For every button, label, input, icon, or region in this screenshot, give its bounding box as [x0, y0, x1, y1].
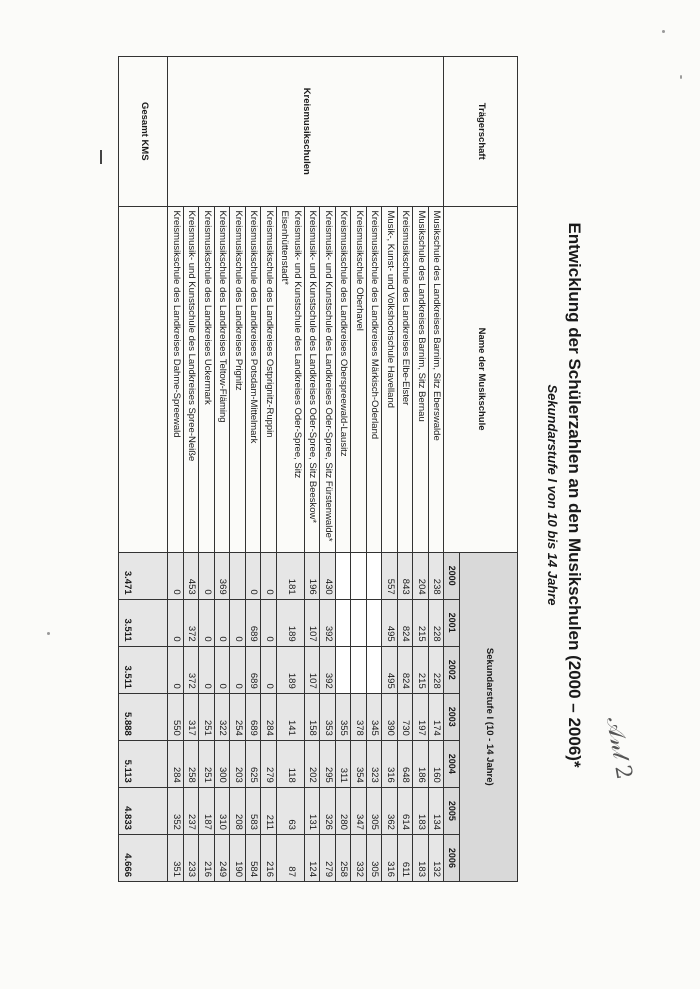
value-cell: 351 [168, 834, 184, 881]
value-cell [351, 646, 367, 693]
value-cell [336, 646, 352, 693]
value-cell: 0 [215, 599, 231, 646]
value-cell: 189 [277, 599, 305, 646]
traeger-group-label: Kreismusikschulen [168, 56, 444, 206]
total-value-cell: 3.471 [119, 552, 168, 599]
school-name: Kreismusikschule des Landkreises Ostprignitz-Ruppin [261, 206, 277, 552]
value-cell: 174 [429, 693, 445, 740]
year-header-2003: 2003 [444, 693, 460, 740]
value-cell: 251 [199, 693, 215, 740]
value-cell: 689 [246, 693, 262, 740]
total-empty-cell [119, 206, 168, 552]
value-cell [336, 552, 352, 599]
value-cell: 648 [398, 740, 414, 787]
value-cell: 347 [351, 787, 367, 834]
value-cell: 611 [398, 834, 414, 881]
value-cell: 107 [305, 646, 321, 693]
school-name: Kreismusikschule Oberhavel [351, 206, 367, 552]
value-cell: 369 [215, 552, 231, 599]
value-cell: 279 [320, 834, 336, 881]
scan-speck [47, 632, 50, 635]
value-cell: 326 [320, 787, 336, 834]
value-cell: 495 [382, 646, 398, 693]
value-cell: 208 [230, 787, 246, 834]
value-cell: 228 [429, 646, 445, 693]
value-cell: 183 [413, 834, 429, 881]
school-name: Kreismusikschule des Landkreises Potsdam-Mittelmark [246, 206, 262, 552]
table-row [429, 56, 445, 881]
value-cell: 453 [184, 552, 200, 599]
school-name: Kreismusikschule des Landkreises Märkisch-Oderland [367, 206, 383, 552]
value-cell: 310 [215, 787, 231, 834]
value-cell: 187 [199, 787, 215, 834]
value-cell: 228 [429, 599, 445, 646]
value-cell: 0 [261, 646, 277, 693]
value-cell: 0 [199, 599, 215, 646]
value-cell: 204 [413, 552, 429, 599]
value-cell: 216 [261, 834, 277, 881]
document-title: Entwicklung der Schülerzahlen an den Musikschulen (2000 – 2006)* [565, 221, 584, 768]
year-header-2002: 2002 [444, 646, 460, 693]
value-cell: 392 [320, 646, 336, 693]
value-cell: 280 [336, 787, 352, 834]
scan-speck [680, 75, 682, 79]
value-cell: 189 [277, 646, 305, 693]
value-cell: 258 [336, 834, 352, 881]
value-cell: 0 [230, 599, 246, 646]
header-traegerschaft: Trägerschaft [444, 56, 518, 206]
value-cell [230, 552, 246, 599]
school-name: Kreismusik- und Kunstschule des Landkreises Oder-Spree, Sitz Beeskow* [305, 206, 321, 552]
value-cell: 689 [246, 646, 262, 693]
total-label: Gesamt KMS [119, 56, 168, 206]
document-subtitle: Sekundarstufe I von 10 bis 14 Jahre [545, 383, 560, 606]
value-cell: 300 [215, 740, 231, 787]
year-header-2004: 2004 [444, 740, 460, 787]
school-name: Kreismusikschule des Landkreises Oberspreewald-Lausitz [336, 206, 352, 552]
value-cell: 322 [215, 693, 231, 740]
value-cell: 311 [336, 740, 352, 787]
school-name: Kreismusik- und Kunstschule des Landkreises Oder-Spree, Sitz Fürstenwalde* [320, 206, 336, 552]
value-cell: 317 [184, 693, 200, 740]
school-name: Kreismusikschule des Landkreises Elbe-Elster [398, 206, 414, 552]
value-cell: 237 [184, 787, 200, 834]
value-cell: 824 [398, 599, 414, 646]
table-body [119, 56, 444, 881]
value-cell: 0 [199, 552, 215, 599]
value-cell: 87 [277, 834, 305, 881]
school-enrollment-table [119, 56, 519, 882]
value-cell: 0 [199, 646, 215, 693]
value-cell: 372 [184, 599, 200, 646]
value-cell [367, 646, 383, 693]
value-cell: 211 [261, 787, 277, 834]
value-cell: 190 [230, 834, 246, 881]
value-cell: 730 [398, 693, 414, 740]
scan-speck [662, 30, 665, 33]
value-cell: 495 [382, 599, 398, 646]
school-name: Musikschule des Landkreises Barnim, Sitz Bernau [413, 206, 429, 552]
value-cell: 238 [429, 552, 445, 599]
value-cell: 430 [320, 552, 336, 599]
value-cell: 557 [382, 552, 398, 599]
rotated-content [90, 30, 637, 960]
value-cell: 305 [367, 834, 383, 881]
total-value-cell: 4.833 [119, 787, 168, 834]
value-cell: 352 [168, 787, 184, 834]
school-name: Musik-, Kunst- und Volkshochschule Havelland [382, 206, 398, 552]
value-cell: 323 [367, 740, 383, 787]
total-value-cell: 5.113 [119, 740, 168, 787]
handwritten-annotation: 𝒜𝓃𝓁 2 [600, 714, 637, 781]
header-sekundarstufe: Sekundarstufe I (10 - 14 Jahre) [460, 552, 518, 881]
value-cell [351, 599, 367, 646]
value-cell: 279 [261, 740, 277, 787]
value-cell: 824 [398, 646, 414, 693]
value-cell: 160 [429, 740, 445, 787]
value-cell: 0 [261, 599, 277, 646]
value-cell: 0 [246, 552, 262, 599]
year-header-2000: 2000 [444, 552, 460, 599]
value-cell [351, 552, 367, 599]
value-cell: 249 [215, 834, 231, 881]
school-name: Kreismusikschule des Landkreises Dahme-Spreewald [168, 206, 184, 552]
school-name: Musikschule des Landkreises Barnim, Sitz Eberswalde [429, 206, 445, 552]
value-cell: 316 [382, 834, 398, 881]
value-cell: 186 [413, 740, 429, 787]
year-header-2005: 2005 [444, 787, 460, 834]
value-cell: 550 [168, 693, 184, 740]
value-cell: 215 [413, 599, 429, 646]
total-value-cell: 3.511 [119, 646, 168, 693]
value-cell: 584 [246, 834, 262, 881]
value-cell: 355 [336, 693, 352, 740]
value-cell: 353 [320, 693, 336, 740]
value-cell: 158 [305, 693, 321, 740]
value-cell: 0 [168, 646, 184, 693]
value-cell: 362 [382, 787, 398, 834]
school-name: Kreismusik- und Kunstschule des Landkreises Spree-Neiße [184, 206, 200, 552]
value-cell: 196 [305, 552, 321, 599]
value-cell: 392 [320, 599, 336, 646]
value-cell: 284 [168, 740, 184, 787]
school-name: Kreismusikschule des Landkreises Prignitz [230, 206, 246, 552]
year-header-2001: 2001 [444, 599, 460, 646]
year-header-2006: 2006 [444, 834, 460, 881]
value-cell: 134 [429, 787, 445, 834]
value-cell: 354 [351, 740, 367, 787]
value-cell: 124 [305, 834, 321, 881]
value-cell: 233 [184, 834, 200, 881]
value-cell [367, 552, 383, 599]
value-cell: 345 [367, 693, 383, 740]
value-cell: 378 [351, 693, 367, 740]
value-cell: 390 [382, 693, 398, 740]
value-cell: 181 [277, 552, 305, 599]
value-cell: 183 [413, 787, 429, 834]
value-cell: 131 [305, 787, 321, 834]
total-value-cell: 5.888 [119, 693, 168, 740]
page-mark [100, 150, 102, 164]
value-cell: 284 [261, 693, 277, 740]
value-cell: 197 [413, 693, 429, 740]
value-cell: 203 [230, 740, 246, 787]
total-row [119, 56, 168, 881]
value-cell: 843 [398, 552, 414, 599]
value-cell: 316 [382, 740, 398, 787]
value-cell: 254 [230, 693, 246, 740]
value-cell [367, 599, 383, 646]
value-cell: 216 [199, 834, 215, 881]
value-cell: 625 [246, 740, 262, 787]
value-cell: 132 [429, 834, 445, 881]
value-cell: 202 [305, 740, 321, 787]
value-cell: 0 [230, 646, 246, 693]
value-cell: 258 [184, 740, 200, 787]
value-cell: 332 [351, 834, 367, 881]
total-value-cell: 4.666 [119, 834, 168, 881]
school-name: Kreismusikschule des Landkreises Uckermark [199, 206, 215, 552]
school-name: Kreismusikschule des Landkreises Teltow-Fläming [215, 206, 231, 552]
value-cell: 295 [320, 740, 336, 787]
value-cell: 118 [277, 740, 305, 787]
school-name: Kreismusik- und Kunstschule des Landkreises Oder-Spree, Sitz Eisenhüttenstadt* [277, 206, 305, 552]
value-cell: 689 [246, 599, 262, 646]
value-cell: 0 [215, 646, 231, 693]
value-cell: 0 [261, 552, 277, 599]
value-cell: 251 [199, 740, 215, 787]
value-cell: 0 [168, 552, 184, 599]
total-value-cell: 3.511 [119, 599, 168, 646]
value-cell: 215 [413, 646, 429, 693]
value-cell: 0 [168, 599, 184, 646]
value-cell: 583 [246, 787, 262, 834]
value-cell: 614 [398, 787, 414, 834]
value-cell [336, 599, 352, 646]
header-name: Name der Musikschule [444, 206, 518, 552]
value-cell: 372 [184, 646, 200, 693]
value-cell: 305 [367, 787, 383, 834]
value-cell: 107 [305, 599, 321, 646]
value-cell: 63 [277, 787, 305, 834]
value-cell: 141 [277, 693, 305, 740]
